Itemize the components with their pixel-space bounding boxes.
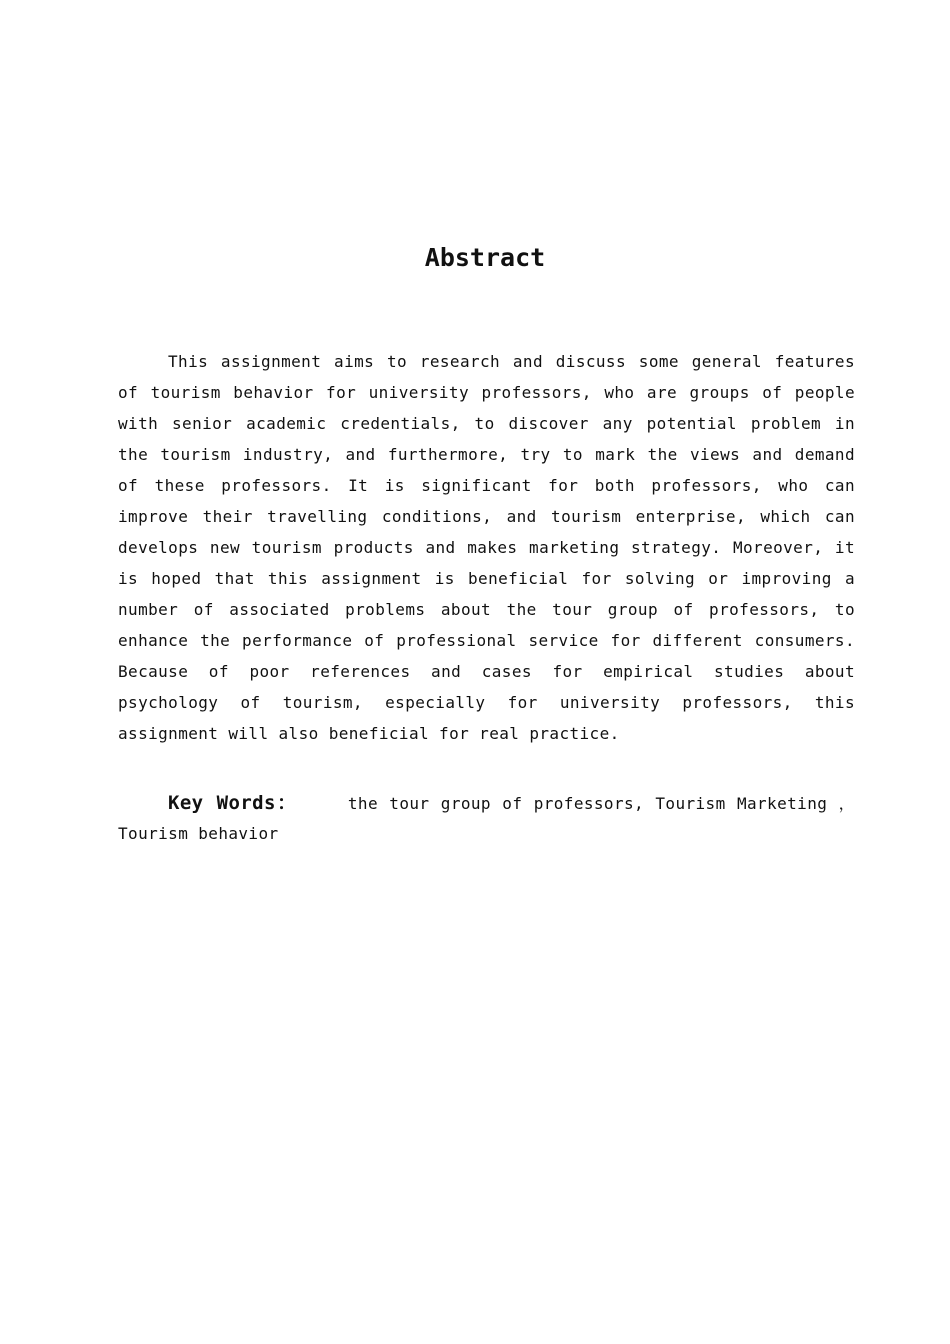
abstract-paragraph: This assignment aims to research and discuss some general features of tourism behavior for university professors, who are groups of people with senior academic credentials, to discover any potential problem in the tourism industry, and furthermore, try to mark the views and demand of these professors. It is significant for both professors, who can improve their travelling conditions, and tourism enterprise, which can develops new tourism products and makes marketing strategy. Moreover, it is hoped that this assignment is beneficial for solving or improving a number of associated problems about the tour group of professors, to enhance the performance of professional service for different consumers. Because of poor references and cases for empirical studies about psychology of tourism, especially for university professors, this assignment will also beneficial for real practice. (118, 352, 855, 743)
keywords-text: the tour group of professors, Tourism Marketing ，Tourism behavior (118, 794, 855, 843)
keywords-label: Key Words： (168, 792, 298, 814)
abstract-title: Abstract (424, 243, 546, 272)
keywords-paragraph (118, 788, 855, 849)
